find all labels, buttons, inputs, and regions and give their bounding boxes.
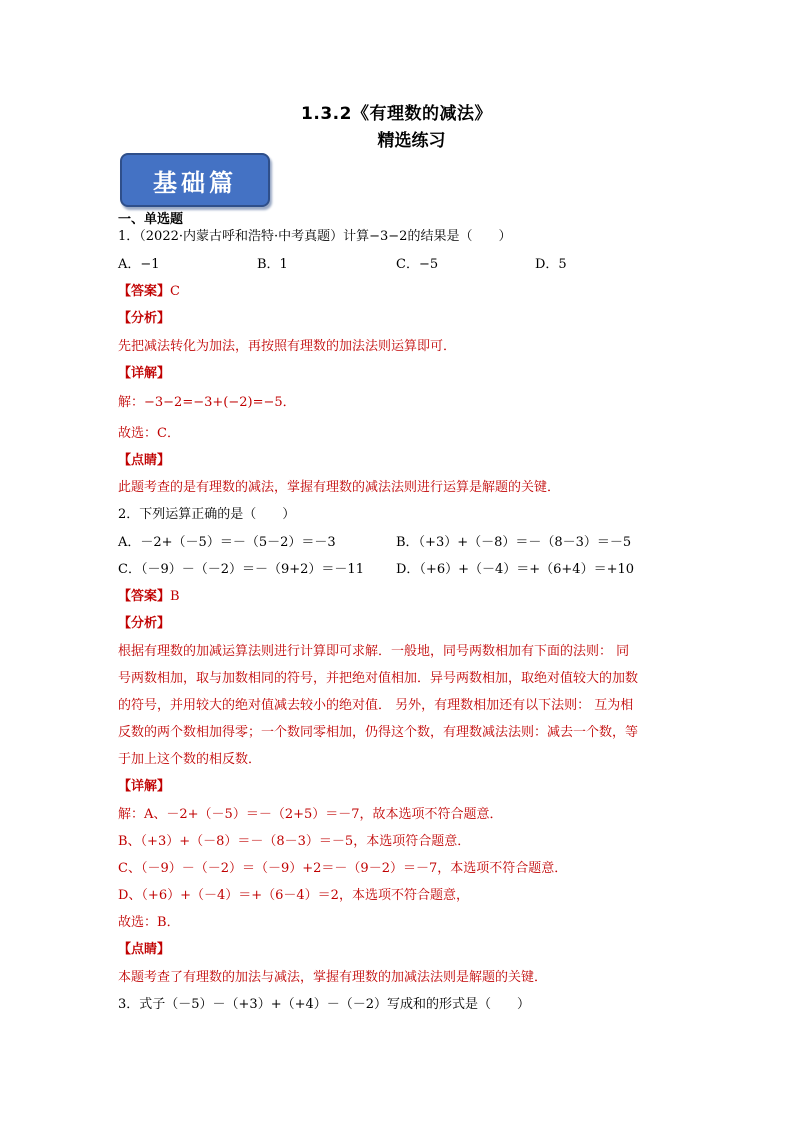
q1-option-a: A．−1 (118, 257, 160, 272)
q2-analysis-line: 根据有理数的加减运算法则进行计算即可求解．一般地，同号两数相加有下面的法则： 同 (118, 644, 630, 659)
q2-option-b: B．（+3）+（－8）＝－（8－3）＝－5 (396, 535, 632, 550)
q1-choose (118, 426, 180, 442)
choose-prefix: 故选： (118, 426, 158, 441)
q2-analysis-line: 于加上这个数的相反数． (118, 752, 262, 767)
q2-detail-line: B、（+3）+（－8）＝－（8－3）＝－5，本选项符合题意． (118, 834, 471, 849)
q2-detail-line: D、（+6）+（－4）＝+（6－4）＝2，本选项不符合题意， (118, 888, 469, 903)
q2-analysis-line: 号两数相加，取与加数相同的符号，并把绝对值相加．异号两数相加，取绝对值较大的加数 (118, 671, 639, 686)
question-1-stem: 1．（2022·内蒙古呼和浩特·中考真题）计算−3−2的结果是（ ） (118, 229, 512, 244)
q2-detail-line: C、（－9）－（－2）＝（－9）+2＝－（9－2）＝－7，本选项不符合题意． (118, 861, 568, 876)
section-badge: 基础篇 (120, 153, 270, 207)
q2-analysis-line: 反数的两个数相加得零；一个数同零相加，仍得这个数，有理数减法法则：减去一个数，等 (118, 725, 639, 740)
answer-label: 【答案】 (118, 589, 171, 604)
q2-option-d: D．（+6）+（－4）＝+（6+4）＝+10 (396, 562, 635, 577)
question-3-stem: 3．式子（－5）－（+3）+（+4）－（－2）写成和的形式是（ ） (118, 997, 531, 1012)
comment-label: 【点睛】 (118, 453, 171, 468)
choose-prefix: 故选： (118, 915, 158, 930)
q1-detail: 解：−3−2=−3+(−2)=−5． (118, 395, 296, 410)
document-subtitle: 精选练习 (377, 131, 446, 151)
comment-label: 【点睛】 (118, 942, 171, 957)
choose-value: C． (157, 426, 180, 441)
q1-analysis: 先把减法转化为加法，再按照有理数的加法法则运算即可． (118, 339, 457, 354)
q2-choose (118, 915, 180, 931)
q2-option-a: A．－2+（－5）＝－（5－2）＝－3 (118, 535, 336, 550)
q1-comment: 此题考查的是有理数的减法，掌握有理数的减法法则进行运算是解题的关键． (118, 480, 561, 495)
document-title: 1.3.2《有理数的减法》 (301, 104, 492, 124)
question-2-stem: 2．下列运算正确的是（ ） (118, 507, 296, 522)
q1-option-b: B．1 (257, 257, 288, 272)
choose-value: B． (157, 915, 180, 930)
answer-value: C (170, 284, 180, 299)
q2-comment: 本题考查了有理数的加法与减法，掌握有理数的加减法法则是解题的关键． (118, 970, 548, 985)
q2-answer-line (118, 589, 180, 605)
detail-label: 【详解】 (118, 366, 171, 381)
q2-detail-line: 解：A、－2+（－5）＝－（2+5）＝－7，故本选项不符合题意． (118, 807, 503, 822)
answer-label: 【答案】 (118, 284, 171, 299)
answer-value: B (170, 589, 180, 604)
analysis-label: 【分析】 (118, 311, 171, 326)
q1-answer-line (118, 284, 180, 300)
section-heading: 一、单选题 (118, 212, 184, 227)
detail-label: 【详解】 (118, 779, 171, 794)
analysis-label: 【分析】 (118, 616, 171, 631)
q1-option-c: C．−5 (396, 257, 439, 272)
q2-analysis-line: 的符号，并用较大的绝对值减去较小的绝对值． 另外，有理数相加还有以下法则： 互为相 (118, 698, 634, 713)
q2-option-c: C．（－9）－（－2）＝－（9+2）＝－11 (118, 562, 364, 577)
q1-option-d: D．5 (535, 257, 567, 272)
